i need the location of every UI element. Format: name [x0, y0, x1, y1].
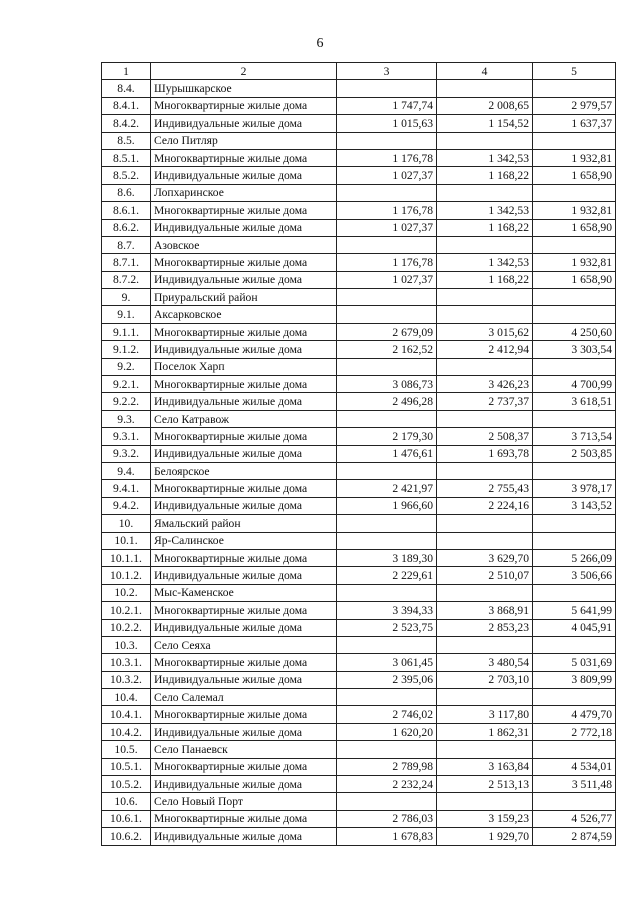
- row-name: Лопхаринское: [151, 184, 337, 201]
- table-row: [102, 80, 616, 97]
- row-name: Индивидуальные жилые дома: [151, 828, 337, 845]
- value-col-5: [533, 793, 616, 810]
- row-name: Шурышкарское: [151, 80, 337, 97]
- table-row: [102, 254, 616, 271]
- table-row: [102, 689, 616, 706]
- row-name: Индивидуальные жилые дома: [151, 445, 337, 462]
- value-col-4: 2 513,13: [437, 776, 533, 793]
- value-col-3: 1 176,78: [337, 254, 437, 271]
- value-col-4: 1 693,78: [437, 445, 533, 462]
- row-number: 8.6.: [102, 184, 151, 201]
- table-row: [102, 793, 616, 810]
- value-col-5: [533, 132, 616, 149]
- value-col-5: 4 526,77: [533, 810, 616, 827]
- table-row: [102, 810, 616, 827]
- value-col-5: 1 932,81: [533, 202, 616, 219]
- value-col-4: 1 342,53: [437, 254, 533, 271]
- table-row: [102, 115, 616, 132]
- row-name: Многоквартирные жилые дома: [151, 97, 337, 114]
- row-number: 10.2.: [102, 584, 151, 601]
- table-row: [102, 132, 616, 149]
- row-name: Индивидуальные жилые дома: [151, 167, 337, 184]
- value-col-5: 4 045,91: [533, 619, 616, 636]
- row-number: 10.6.: [102, 793, 151, 810]
- table-row: [102, 671, 616, 688]
- value-col-5: 2 503,85: [533, 445, 616, 462]
- row-number: 8.4.1.: [102, 97, 151, 114]
- value-col-4: 1 862,31: [437, 723, 533, 740]
- value-col-4: [437, 532, 533, 549]
- value-col-4: 3 629,70: [437, 549, 533, 566]
- row-number: 10.3.2.: [102, 671, 151, 688]
- value-col-3: [337, 80, 437, 97]
- value-col-3: 1 176,78: [337, 202, 437, 219]
- value-col-5: 1 658,90: [533, 219, 616, 236]
- row-name: Многоквартирные жилые дома: [151, 323, 337, 340]
- table-row: [102, 480, 616, 497]
- value-col-3: 1 678,83: [337, 828, 437, 845]
- value-col-5: 4 534,01: [533, 758, 616, 775]
- value-col-4: 3 159,23: [437, 810, 533, 827]
- value-col-4: 2 703,10: [437, 671, 533, 688]
- value-col-3: 2 232,24: [337, 776, 437, 793]
- row-name: Село Питляр: [151, 132, 337, 149]
- value-col-5: [533, 236, 616, 253]
- value-col-3: [337, 636, 437, 653]
- value-col-5: 1 658,90: [533, 167, 616, 184]
- value-col-3: 2 229,61: [337, 567, 437, 584]
- table-row: [102, 167, 616, 184]
- value-col-3: 3 086,73: [337, 376, 437, 393]
- row-name: Индивидуальные жилые дома: [151, 271, 337, 288]
- row-number: 8.5.1.: [102, 149, 151, 166]
- value-col-4: 3 117,80: [437, 706, 533, 723]
- row-name: Индивидуальные жилые дома: [151, 219, 337, 236]
- value-col-4: [437, 289, 533, 306]
- row-name: Белоярское: [151, 462, 337, 479]
- value-col-3: 2 746,02: [337, 706, 437, 723]
- column-header-2: 2: [151, 63, 337, 80]
- row-number: 10.5.: [102, 741, 151, 758]
- table-body: [102, 80, 616, 845]
- value-col-4: [437, 236, 533, 253]
- row-name: Азовское: [151, 236, 337, 253]
- value-col-4: [437, 358, 533, 375]
- value-col-5: 5 641,99: [533, 602, 616, 619]
- value-col-5: 1 932,81: [533, 149, 616, 166]
- value-col-4: 2 737,37: [437, 393, 533, 410]
- value-col-3: [337, 793, 437, 810]
- table-row: [102, 549, 616, 566]
- table-row: [102, 358, 616, 375]
- value-col-3: 2 786,03: [337, 810, 437, 827]
- value-col-5: [533, 358, 616, 375]
- row-name: Индивидуальные жилые дома: [151, 567, 337, 584]
- value-col-3: [337, 236, 437, 253]
- row-name: Индивидуальные жилые дома: [151, 776, 337, 793]
- value-col-4: 1 168,22: [437, 167, 533, 184]
- value-col-3: 1 176,78: [337, 149, 437, 166]
- row-number: 8.7.1.: [102, 254, 151, 271]
- value-col-4: 3 868,91: [437, 602, 533, 619]
- value-col-5: 4 700,99: [533, 376, 616, 393]
- value-col-5: 2 874,59: [533, 828, 616, 845]
- value-col-4: [437, 515, 533, 532]
- row-name: Многоквартирные жилые дома: [151, 202, 337, 219]
- value-col-4: [437, 584, 533, 601]
- row-name: Многоквартирные жилые дома: [151, 428, 337, 445]
- table-row: [102, 515, 616, 532]
- table-header-row: [102, 63, 616, 80]
- value-col-3: 3 394,33: [337, 602, 437, 619]
- value-col-3: 1 027,37: [337, 219, 437, 236]
- row-number: 10.4.1.: [102, 706, 151, 723]
- row-name: Индивидуальные жилые дома: [151, 115, 337, 132]
- value-col-5: 3 143,52: [533, 497, 616, 514]
- row-number: 10.4.2.: [102, 723, 151, 740]
- table-row: [102, 149, 616, 166]
- value-col-5: 1 637,37: [533, 115, 616, 132]
- value-col-4: 1 929,70: [437, 828, 533, 845]
- row-name: Мыс-Каменское: [151, 584, 337, 601]
- value-col-5: [533, 515, 616, 532]
- table-row: [102, 289, 616, 306]
- table-row: [102, 306, 616, 323]
- value-col-4: 2 853,23: [437, 619, 533, 636]
- row-number: 9.1.2.: [102, 341, 151, 358]
- value-col-5: 3 303,54: [533, 341, 616, 358]
- value-col-3: [337, 132, 437, 149]
- row-number: 9.2.2.: [102, 393, 151, 410]
- value-col-3: [337, 532, 437, 549]
- value-col-4: [437, 636, 533, 653]
- cost-table: [101, 62, 616, 846]
- row-name: Яр-Салинское: [151, 532, 337, 549]
- value-col-5: [533, 184, 616, 201]
- table-row: [102, 497, 616, 514]
- value-col-4: 2 755,43: [437, 480, 533, 497]
- value-col-5: [533, 689, 616, 706]
- column-header-1: 1: [102, 63, 151, 80]
- table-row: [102, 723, 616, 740]
- table-row: [102, 741, 616, 758]
- value-col-4: [437, 132, 533, 149]
- row-number: 9.: [102, 289, 151, 306]
- value-col-5: 4 250,60: [533, 323, 616, 340]
- row-number: 9.4.: [102, 462, 151, 479]
- row-name: Аксарковское: [151, 306, 337, 323]
- row-number: 8.4.: [102, 80, 151, 97]
- value-col-3: [337, 584, 437, 601]
- row-number: 10.1.1.: [102, 549, 151, 566]
- table-row: [102, 462, 616, 479]
- value-col-3: 3 061,45: [337, 654, 437, 671]
- row-name: Индивидуальные жилые дома: [151, 723, 337, 740]
- table-row: [102, 567, 616, 584]
- row-name: Село Салемал: [151, 689, 337, 706]
- row-number: 10.5.2.: [102, 776, 151, 793]
- value-col-5: 3 506,66: [533, 567, 616, 584]
- value-col-3: 2 679,09: [337, 323, 437, 340]
- row-name: Многоквартирные жилые дома: [151, 376, 337, 393]
- row-number: 9.3.: [102, 410, 151, 427]
- value-col-5: 2 772,18: [533, 723, 616, 740]
- row-name: Поселок Харп: [151, 358, 337, 375]
- row-number: 9.4.2.: [102, 497, 151, 514]
- row-name: Село Сеяха: [151, 636, 337, 653]
- row-number: 10.3.: [102, 636, 151, 653]
- row-name: Многоквартирные жилые дома: [151, 602, 337, 619]
- row-name: Многоквартирные жилые дома: [151, 706, 337, 723]
- row-number: 10.5.1.: [102, 758, 151, 775]
- value-col-3: 2 421,97: [337, 480, 437, 497]
- value-col-5: [533, 289, 616, 306]
- table-row: [102, 828, 616, 845]
- value-col-3: [337, 689, 437, 706]
- value-col-4: [437, 689, 533, 706]
- value-col-5: [533, 584, 616, 601]
- table-row: [102, 236, 616, 253]
- table-row: [102, 532, 616, 549]
- value-col-5: 3 511,48: [533, 776, 616, 793]
- value-col-4: [437, 462, 533, 479]
- table-row: [102, 323, 616, 340]
- row-name: Многоквартирные жилые дома: [151, 254, 337, 271]
- value-col-4: 3 163,84: [437, 758, 533, 775]
- value-col-3: [337, 358, 437, 375]
- value-col-3: 3 189,30: [337, 549, 437, 566]
- value-col-5: [533, 410, 616, 427]
- column-header-5: 5: [533, 63, 616, 80]
- value-col-4: 1 168,22: [437, 271, 533, 288]
- value-col-3: [337, 306, 437, 323]
- value-col-4: 1 154,52: [437, 115, 533, 132]
- row-name: Многоквартирные жилые дома: [151, 149, 337, 166]
- value-col-4: 3 015,62: [437, 323, 533, 340]
- value-col-4: 1 342,53: [437, 149, 533, 166]
- column-header-4: 4: [437, 63, 533, 80]
- row-number: 10.4.: [102, 689, 151, 706]
- value-col-4: 2 508,37: [437, 428, 533, 445]
- value-col-3: 1 620,20: [337, 723, 437, 740]
- table-row: [102, 202, 616, 219]
- table-row: [102, 376, 616, 393]
- table-row: [102, 393, 616, 410]
- row-name: Индивидуальные жилые дома: [151, 497, 337, 514]
- value-col-5: 1 932,81: [533, 254, 616, 271]
- row-name: Многоквартирные жилые дома: [151, 549, 337, 566]
- row-number: 10.6.1.: [102, 810, 151, 827]
- row-name: Село Новый Порт: [151, 793, 337, 810]
- value-col-4: [437, 793, 533, 810]
- value-col-5: [533, 462, 616, 479]
- row-number: 10.2.2.: [102, 619, 151, 636]
- row-name: Многоквартирные жилые дома: [151, 810, 337, 827]
- value-col-4: [437, 741, 533, 758]
- row-name: Индивидуальные жилые дома: [151, 619, 337, 636]
- value-col-3: 2 523,75: [337, 619, 437, 636]
- table-row: [102, 758, 616, 775]
- row-number: 8.6.1.: [102, 202, 151, 219]
- table-row: [102, 341, 616, 358]
- value-col-3: 1 015,63: [337, 115, 437, 132]
- value-col-5: 3 713,54: [533, 428, 616, 445]
- value-col-5: 3 978,17: [533, 480, 616, 497]
- table-row: [102, 619, 616, 636]
- row-number: 8.6.2.: [102, 219, 151, 236]
- value-col-4: 2 510,07: [437, 567, 533, 584]
- value-col-5: [533, 80, 616, 97]
- row-name: Многоквартирные жилые дома: [151, 758, 337, 775]
- row-name: Село Катравож: [151, 410, 337, 427]
- value-col-4: [437, 410, 533, 427]
- row-number: 9.2.: [102, 358, 151, 375]
- table-row: [102, 271, 616, 288]
- row-number: 10.3.1.: [102, 654, 151, 671]
- value-col-5: 3 618,51: [533, 393, 616, 410]
- row-name: Приуральский район: [151, 289, 337, 306]
- row-number: 8.7.2.: [102, 271, 151, 288]
- row-number: 10.6.2.: [102, 828, 151, 845]
- value-col-3: 2 395,06: [337, 671, 437, 688]
- value-col-3: [337, 515, 437, 532]
- value-col-5: [533, 741, 616, 758]
- table-row: [102, 584, 616, 601]
- table-row: [102, 636, 616, 653]
- table-row: [102, 184, 616, 201]
- row-name: Ямальский район: [151, 515, 337, 532]
- value-col-3: [337, 289, 437, 306]
- value-col-3: 1 476,61: [337, 445, 437, 462]
- value-col-4: [437, 184, 533, 201]
- row-number: 8.7.: [102, 236, 151, 253]
- value-col-4: 3 426,23: [437, 376, 533, 393]
- row-number: 9.1.: [102, 306, 151, 323]
- row-number: 8.5.: [102, 132, 151, 149]
- table-row: [102, 602, 616, 619]
- value-col-3: 1 966,60: [337, 497, 437, 514]
- table-row: [102, 654, 616, 671]
- value-col-3: [337, 184, 437, 201]
- value-col-5: 5 266,09: [533, 549, 616, 566]
- table-row: [102, 428, 616, 445]
- table-row: [102, 97, 616, 114]
- value-col-5: 1 658,90: [533, 271, 616, 288]
- value-col-3: 2 496,28: [337, 393, 437, 410]
- row-number: 10.2.1.: [102, 602, 151, 619]
- row-number: 9.3.1.: [102, 428, 151, 445]
- value-col-3: 2 162,52: [337, 341, 437, 358]
- table-row: [102, 219, 616, 236]
- value-col-4: 1 342,53: [437, 202, 533, 219]
- table-row: [102, 410, 616, 427]
- row-number: 9.1.1.: [102, 323, 151, 340]
- table-row: [102, 776, 616, 793]
- value-col-3: [337, 462, 437, 479]
- value-col-4: 3 480,54: [437, 654, 533, 671]
- page-number: 6: [316, 36, 324, 51]
- value-col-5: [533, 306, 616, 323]
- row-number: 9.2.1.: [102, 376, 151, 393]
- value-col-3: [337, 741, 437, 758]
- row-number: 8.4.2.: [102, 115, 151, 132]
- value-col-5: [533, 636, 616, 653]
- value-col-3: 2 179,30: [337, 428, 437, 445]
- value-col-5: 5 031,69: [533, 654, 616, 671]
- row-name: Индивидуальные жилые дома: [151, 671, 337, 688]
- table-row: [102, 445, 616, 462]
- value-col-3: 1 027,37: [337, 167, 437, 184]
- row-number: 9.3.2.: [102, 445, 151, 462]
- value-col-3: 1 747,74: [337, 97, 437, 114]
- column-header-3: 3: [337, 63, 437, 80]
- value-col-4: [437, 80, 533, 97]
- row-name: Многоквартирные жилые дома: [151, 654, 337, 671]
- value-col-5: 3 809,99: [533, 671, 616, 688]
- row-name: Индивидуальные жилые дома: [151, 341, 337, 358]
- value-col-4: 2 224,16: [437, 497, 533, 514]
- value-col-4: [437, 306, 533, 323]
- value-col-4: 1 168,22: [437, 219, 533, 236]
- row-number: 10.1.: [102, 532, 151, 549]
- row-number: 9.4.1.: [102, 480, 151, 497]
- row-number: 8.5.2.: [102, 167, 151, 184]
- value-col-5: [533, 532, 616, 549]
- value-col-4: 2 412,94: [437, 341, 533, 358]
- row-name: Индивидуальные жилые дома: [151, 393, 337, 410]
- row-number: 10.1.2.: [102, 567, 151, 584]
- row-name: Многоквартирные жилые дома: [151, 480, 337, 497]
- value-col-5: 2 979,57: [533, 97, 616, 114]
- value-col-3: 2 789,98: [337, 758, 437, 775]
- value-col-3: 1 027,37: [337, 271, 437, 288]
- table-row: [102, 706, 616, 723]
- value-col-5: 4 479,70: [533, 706, 616, 723]
- value-col-4: 2 008,65: [437, 97, 533, 114]
- row-number: 10.: [102, 515, 151, 532]
- row-name: Село Панаевск: [151, 741, 337, 758]
- value-col-3: [337, 410, 437, 427]
